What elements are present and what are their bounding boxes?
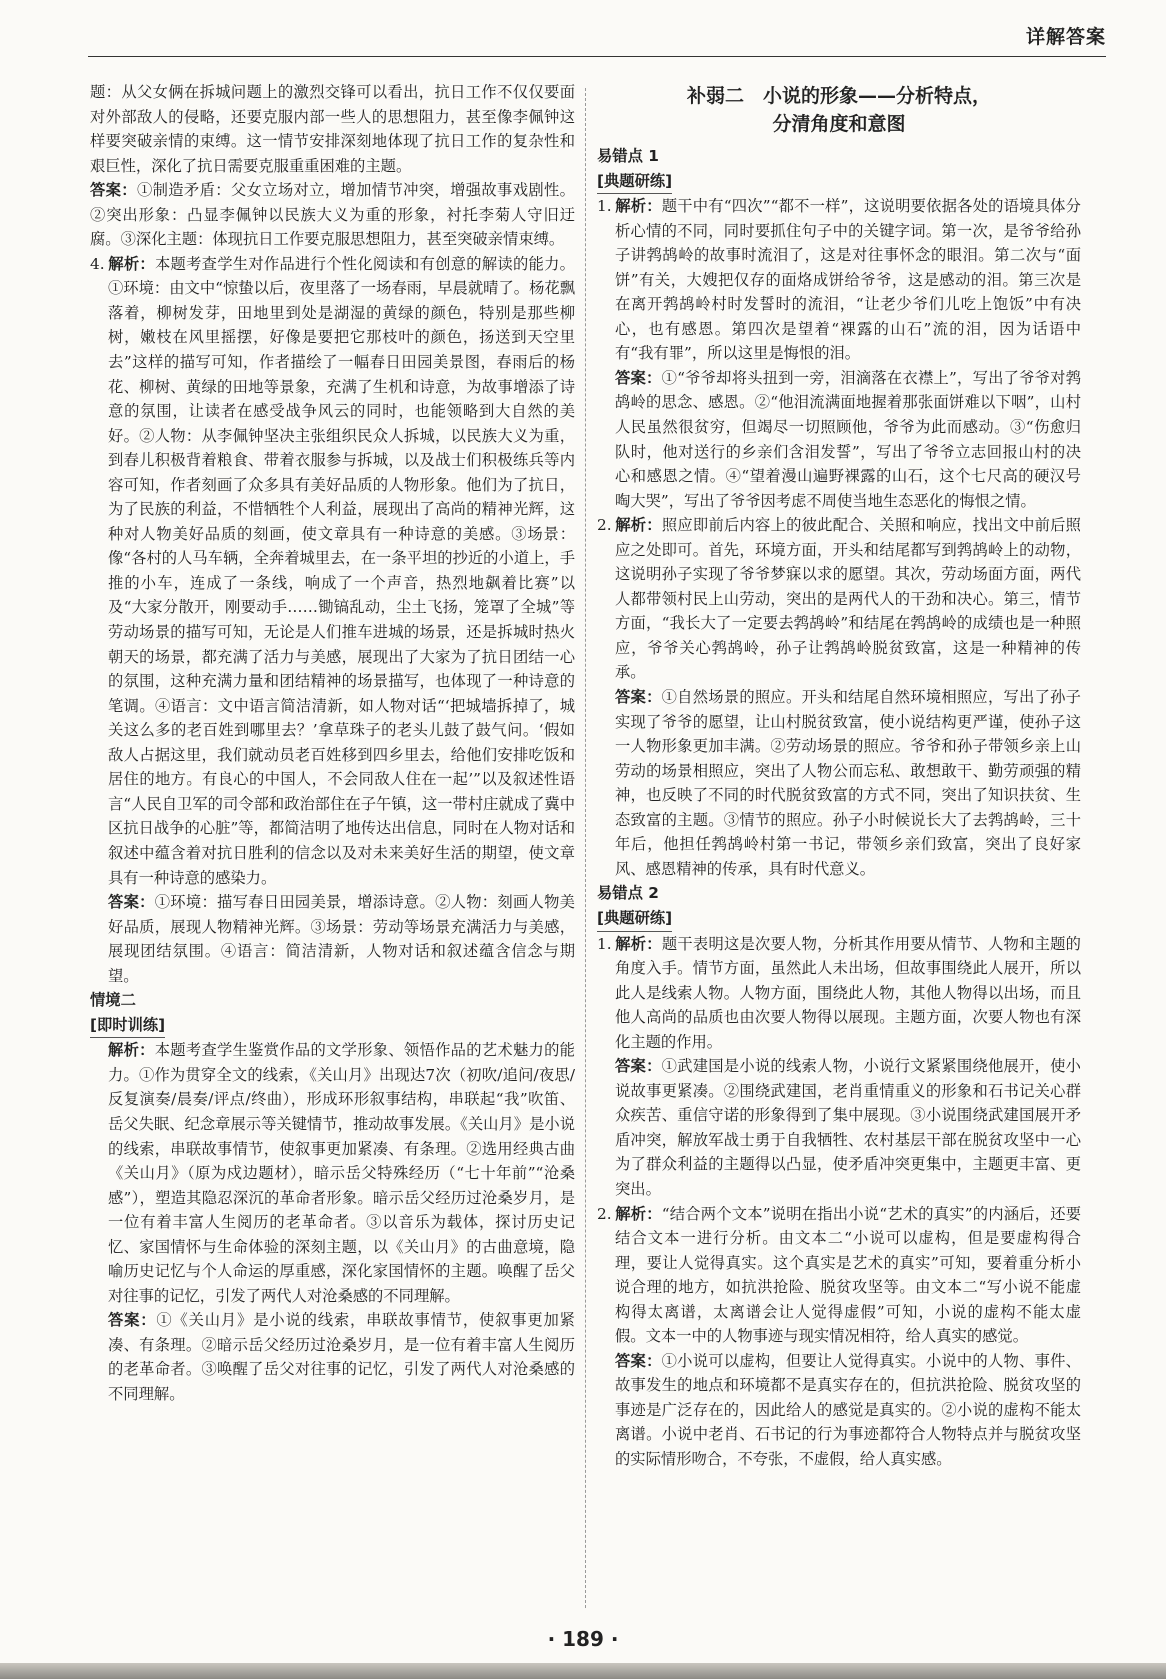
right-column [597, 80, 1081, 1472]
ep1-question-2: 2. 解析：照应即前后内容上的彼此配合、关照和响应，找出文中前后照应之处即可。首先，环境方面，开头和结尾都写到鹁鸪岭上的动物，这说明孙子实现了爷爷梦寐以求的愿望。其次，劳动场面方面，两代人都带领村民上山劳动，突出的是两代人的干劲和决心。第三，情节方面，“我长大了一定要去鹁鸪岭”和结尾在鹁鸪岭的成绩也是一种照应，爷爷关心鹁鸪岭，孙子让鹁鸪岭脱贫致富，这是一种精神的传承。 [597, 516, 1081, 682]
situation-2-heading: 情境二 [90, 991, 136, 1010]
ep1-answer-1: 答案：①“爷爷却将头扭到一旁，泪滴落在衣襟上”，写出了爷爷对鹁鸪岭的思念、感恩。②“他泪流满面地握着那张面饼难以下咽”，山村人民虽然很贫穷，但竭尽一切照顾他，爷爷为此而感动。③“伤愈归队时，他对送行的乡亲们含泪发誓”，写出了爷爷立志回报山村的决心和感恩之情。④“望着漫山遍野裸露的山石，这个七尺高的硬汉号啕大哭”，写出了爷爷因考虑不周使当地生态恶化的悔恨之情。 [615, 368, 1081, 510]
answer-block-3: 答案：①制造矛盾：父女立场对立，增加情节冲突，增强故事戏剧性。②突出形象：凸显李佩钟以民族大义为重的形象，衬托李菊人守旧迂腐。③深化主题：体现抗日工作要克服思想阻力，甚至突破亲情束缚。 [90, 181, 575, 249]
ep2-question-2: 2. 解析：“结合两个文本”说明在指出小说“艺术的真实”的内涵后，还要结合文本一进行分析。由文本二“小说可以虚构，但是要虚构得合理，要让人觉得真实。这个真实是艺术的真实”可知，要着重分析小说合理的地方，如抗洪抢险、脱贫攻坚等。由文本二“写小说不能虚构得太离谱，太离谱会让人觉得虚假”可知，小说的虚构不能太虚假。文本一中的人物事迹与现实情况相符，给人真实的感觉。 [597, 1204, 1081, 1346]
error-point-1: 易错点 1 [597, 147, 659, 165]
ep2-question-1: 1. 解析：题干表明这是次要人物，分析其作用要从情节、人物和主题的角度入手。情节方面，虽然此人未出场，但故事围绕此人展开，所以此人是线索人物。人物方面，围绕此人物，其他人物得以出场，而且他人高尚的品质也由次要人物得以展现。主题方面，次要人物也有深化主题的作用。 [597, 934, 1081, 1051]
error-point-2: 易错点 2 [597, 884, 659, 903]
drill-tag-1: [典题研练] [597, 169, 1081, 195]
situation-2-answer: 答案：①《关山月》是小说的线索，串联故事情节，使叙事更加紧凑、有条理。②暗示岳父经历过沧桑岁月，是一位有着丰富人生阅历的老革命者。③唤醒了岳父对往事的记忆，引发了两代人对沧桑感的不同理解。 [108, 1311, 575, 1403]
ep1-question-1: 1. 解析：题干中有“四次”“都不一样”，这说明要依据各处的语境具体分析心情的不同，同时要抓住句子中的关键字词。第一次，是爷爷给孙子讲鹁鸪岭的故事时流泪了，这是对往事怀念的眼泪。第二次与“面饼”有关，大嫂把仅存的面烙成饼给爷爷，这是感动的泪。第三次是在离开鹁鸪岭村时发誓时的流泪，“让老少爷们儿吃上饱饭”中有决心，也有感恩。第四次是望着“裸露的山石”流的泪，因为话语中有“我有罪”，所以这里是悔恨的泪。 [597, 197, 1081, 363]
situation-2-analysis: 解析：本题考查学生鉴赏作品的文学形象、领悟作品的艺术魅力的能力。①作为贯穿全文的线索，《关山月》出现达7次（初吹/追问/夜思/反复演奏/晨奏/评点/终曲），形成环形叙事结构，串联起“我”吹笛、岳父失眠、纪念章展示等关键情节，推动故事发展。《关山月》是小说的线索，串联故事情节，使叙事更加紧凑、有条理。②选用经典古曲《关山月》（原为戍边题材），暗示岳父特殊经历（“七十年前”“沧桑感”），塑造其隐忍深沉的革命者形象。暗示岳父经历过沧桑岁月，是一位有着丰富人生阅历的老革命者。③以音乐为载体，探讨历史记忆、家国情怀与生命体验的深刻主题，以《关山月》的古曲意境，隐喻历史记忆与个人命运的厚重感，深化家国情怀的主题。唤醒了岳父对往事的记忆，引发了两代人对沧桑感的不同理解。 [108, 1041, 575, 1305]
left-paragraph-1: 题：从父女俩在拆城问题上的激烈交锋可以看出，抗日工作不仅仅要面对外部敌人的侵略，还要克服内部一些人的思想阻力，甚至像李佩钟这样要突破亲情的束缚。这一情节安排深刻地体现了抗日工作的复杂性和艰巨性，深化了抗日需要克服重重困难的主题。 [90, 83, 575, 175]
answer-block-4: 答案：①环境：描写春日田园美景，增添诗意。②人物：刻画人物美好品质，展现人物精神光辉。③场景：劳动等场景充满活力与美感，展现团结氛围。④语言：简洁清新，人物对话和叙述蕴含信念与期望。 [108, 893, 575, 985]
header-label: 详解答案 [1025, 26, 1106, 48]
drill-tag: [即时训练] [90, 1013, 575, 1039]
scan-edge [0, 1663, 1166, 1679]
header-rule [88, 56, 1106, 57]
section-title: 补弱二 小说的形象——分析特点， 分清角度和意图 [686, 85, 991, 135]
ep1-answer-2: 答案：①自然场景的照应。开头和结尾自然环境相照应，写出了孙子实现了爷爷的愿望，让山村脱贫致富，使小说结构更严谨，使孙子这一人物形象更加丰满。②劳动场景的照应。爷爷和孙子带领乡亲上山劳动的场景相照应，突出了人物公而忘私、敢想敢干、勤劳顽强的精神，也反映了不同的时代脱贫致富的方式不同，突出了知识扶贫、生态致富的主题。③情节的照应。孙子小时候说长大了去鹁鸪岭，三十年后，他担任鹁鸪岭村第一书记，带领乡亲们致富，突出了良好家风、感恩精神的传承，具有时代意义。 [615, 688, 1081, 878]
page-number: · 189 · [547, 1627, 619, 1651]
ep2-answer-2: 答案：①小说可以虚构，但要让人觉得真实。小说中的人物、事件、故事发生的地点和环境都不是真实存在的，但抗洪抢险、脱贫攻坚的事迹是广泛存在的，因此给人的感觉是真实的。②小说的虚构不能太离谱。小说中老肖、石书记的行为事迹都符合人物特点并与脱贫攻坚的实际情形吻合，不夸张，不虚假，给人真实感。 [615, 1351, 1081, 1468]
question-4: 4. 解析：本题考查学生对作品进行个性化阅读和有创意的解读的能力。①环境：由文中“惊蛰以后，夜里落了一场春雨，早晨就晴了。杨花飘落着，柳树发芽，田地里到处是湖湿的黄绿的颜色，特别是那些柳树，嫩枝在风里摇摆，好像是要把它那枝叶的颜色，扬送到天空里去”这样的描写可知，作者描绘了一幅春日田园美景图，春雨后的杨花、柳树、黄绿的田地等景象，充满了生机和诗意，为故事增添了诗意的氛围，让读者在感受战争风云的同时，也能领略到大自然的美好。②人物：从李佩钟坚决主张组织民众人拆城，以民族大义为重，到春儿积极背着粮食、带着衣服参与拆城，以及战士们积极练兵等内容可知，作者刻画了众多具有美好品质的人物形象。他们为了抗日，为了民族的利益，不惜牺牲个人利益，展现出了高尚的精神光辉，这种对人物美好品质的刻画，使文章具有一种诗意的美感。③场景：像“各村的人马车辆，全奔着城里去，在一条平坦的抄近的小道上，手推的小车，连成了一条线，响成了一个声音，热烈地飙着比赛”以及“大家分散开，刚要动手……锄镐乱动，尘土飞扬，笼罩了全城”等劳动场景的描写可知，无论是人们推车进城的场景，还是拆城时热火朝天的场景，都充满了活力与美感，展现出了大家为了抗日团结一心的氛围，这种充满力量和团结精神的场景描写，也体现了一种诗意的笔调。④语言：文中语言简洁清新，如人物对话“‘把城墙拆掉了，城关这么多的老百姓到哪里去？’拿草珠子的老头儿鼓了鼓气问。‘假如敌人占据这里，我们就动员老百姓移到四乡里去，给他们安排吃饭和居住的地方。有良心的中国人，不会同敌人住在一起’”以及叙述性语言“人民自卫军的司令部和政治部住在子午镇，这一带村庄就成了冀中区抗日战争的心脏”等，都简洁明了地传达出信息，同时在人物对话和叙述中蕴含着对抗日胜利的信念以及对未来美好生活的期望，使文章具有一种诗意的感染力。 [90, 254, 575, 887]
drill-tag-2: [典题研练] [597, 906, 1081, 932]
ep2-answer-1: 答案：①武建国是小说的线索人物，小说行文紧紧围绕他展开，使小说故事更紧凑。②围绕武建国，老肖重情重义的形象和石书记关心群众疾苦、重信守诺的形象得到了集中展现。③小说围绕武建国展开矛盾冲突，解放军战士勇于自我牺牲、农村基层干部在脱贫攻坚中一心为了群众利益的主题得以凸显，使矛盾冲突更集中，主题更丰富、更突出。 [615, 1057, 1081, 1198]
left-column [90, 80, 575, 1407]
column-divider [585, 88, 586, 1608]
